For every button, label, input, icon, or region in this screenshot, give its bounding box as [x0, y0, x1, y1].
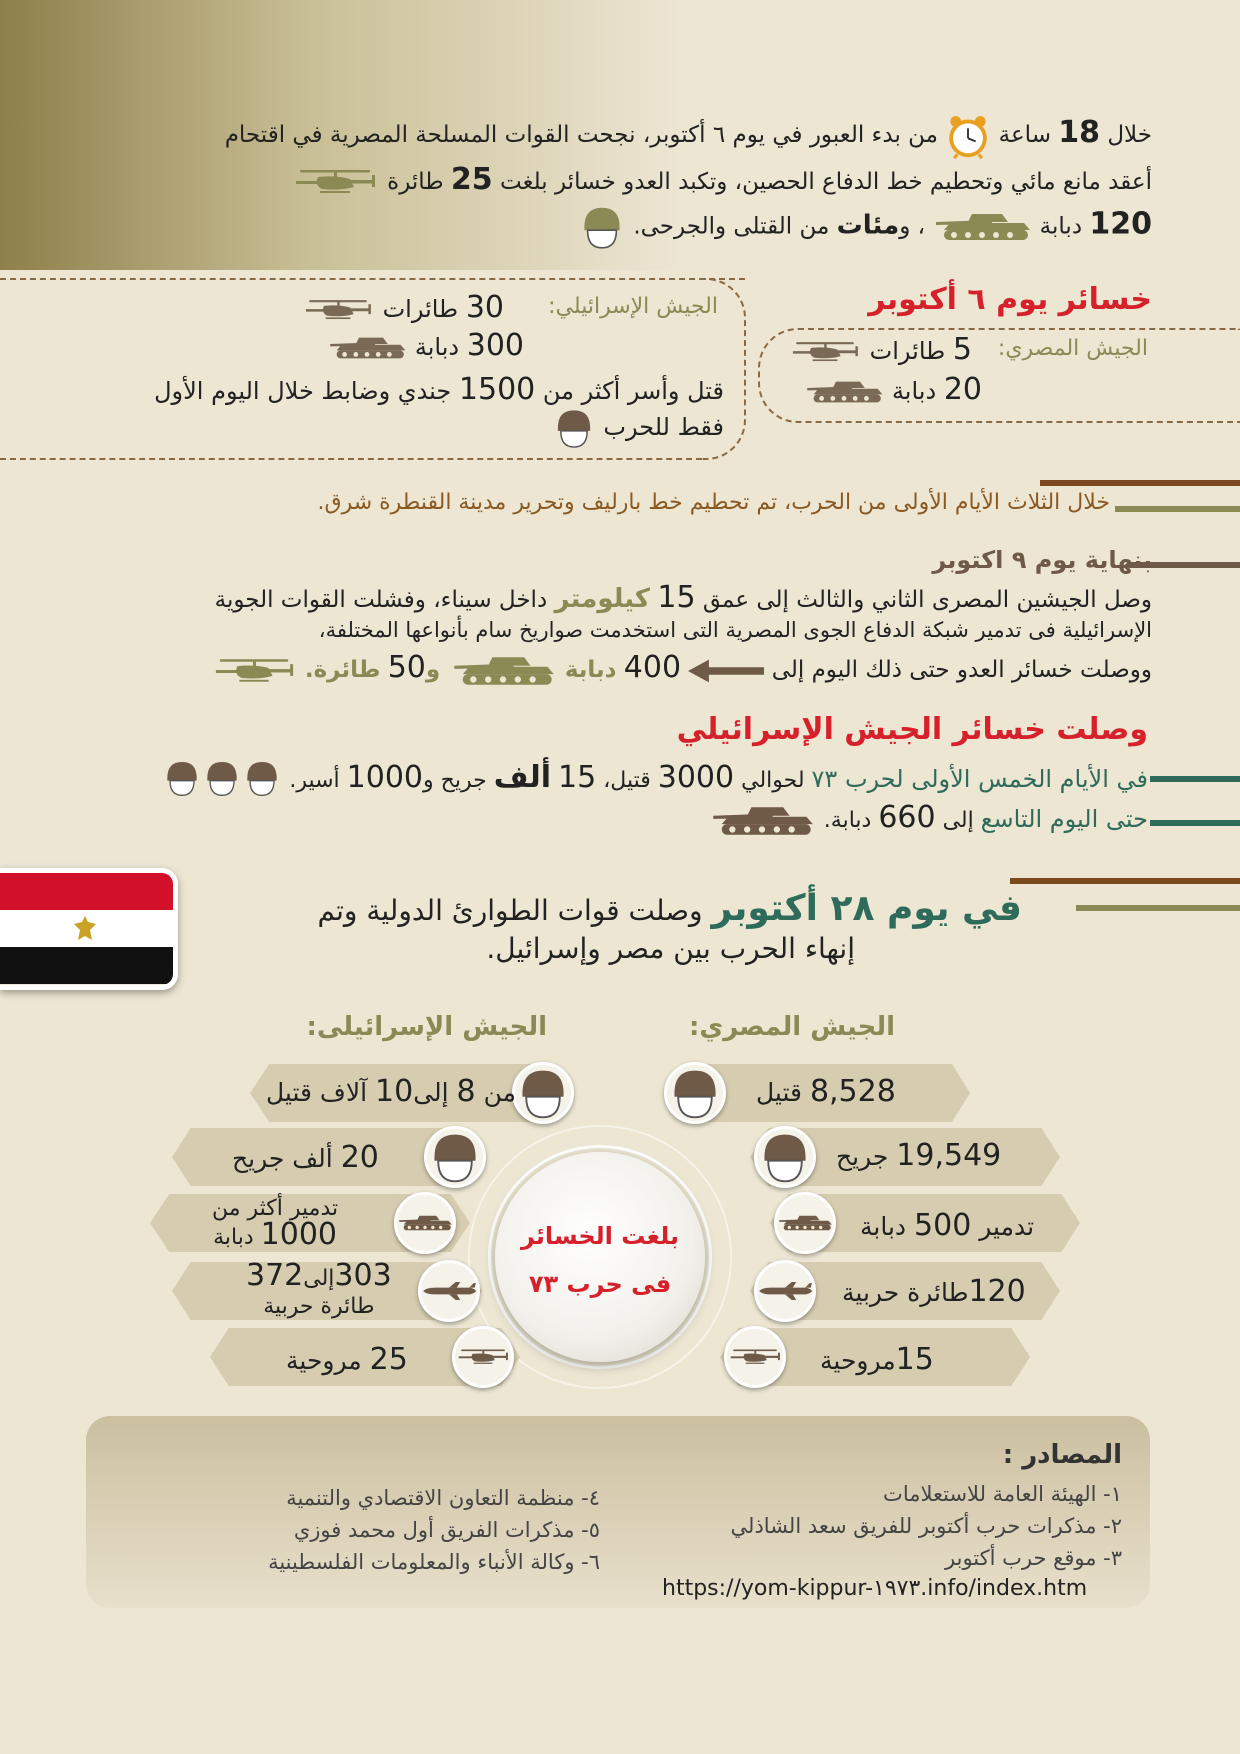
number: 8	[456, 1074, 476, 1109]
label: تدمير أكثر من	[212, 1196, 339, 1221]
soldier-head-icon	[757, 1129, 813, 1185]
number: 500	[914, 1208, 972, 1243]
sources-list-right	[731, 1478, 1122, 1574]
number: 25	[369, 1342, 408, 1377]
intro-paragraph	[102, 112, 1152, 251]
soldier-head-icon	[552, 406, 596, 450]
number: 120	[968, 1274, 1026, 1309]
alarm-clock-icon	[945, 113, 991, 159]
oct28-line-2: إنهاء الحرب بين مصر وإسرائيل.	[486, 932, 855, 965]
plane-icon	[757, 1263, 813, 1319]
israel-tanks-text	[212, 1196, 338, 1251]
oct6-israel-casualties-2	[552, 406, 724, 450]
intro-word: ساعة	[998, 122, 1051, 148]
egypt-heli-icon-wrap	[724, 1326, 786, 1388]
tank-icon	[707, 803, 817, 839]
center-text-2: فى حرب ٧٣	[528, 1270, 672, 1298]
number: 1000	[346, 760, 424, 795]
oct28-date: في يوم ٢٨ أكتوبر	[711, 888, 1022, 929]
oct9-line-2: الإسرائيلية فى تدمير شبكة الدفاع الجوى المصرية التى استخدمت صواريخ سام بأنواعها المختلفة،	[318, 618, 1152, 642]
accent-bar	[1040, 480, 1240, 486]
egypt-flag	[0, 868, 178, 990]
label: تدمير	[979, 1212, 1035, 1241]
label: دبابة	[860, 1212, 907, 1241]
egypt-wounded-text	[836, 1138, 1001, 1173]
arrow-left-icon	[688, 659, 764, 683]
number: 300	[466, 328, 524, 363]
source-item: ١- الهيئة العامة للاستعلامات	[883, 1482, 1122, 1506]
egypt-tanks-icon-wrap	[774, 1192, 836, 1254]
intro-word: دبابة	[1039, 213, 1083, 239]
number: 8,528	[809, 1074, 896, 1109]
soldier-head-icon	[427, 1129, 483, 1185]
helicopter-icon	[455, 1329, 511, 1385]
egypt-planes-icon-wrap	[754, 1260, 816, 1322]
label: مروحية	[820, 1346, 896, 1375]
oct9-line-3	[210, 650, 1152, 689]
intro-line-3	[102, 203, 1152, 251]
number: 303	[334, 1258, 392, 1293]
soldier-heads-group	[162, 758, 282, 804]
label: دبابة	[414, 333, 460, 361]
source-item: ٦- وكالة الأنباء والمعلومات الفلسطينية	[268, 1550, 600, 1574]
oct6-egypt-planes	[788, 332, 972, 367]
soldier-head-icon	[162, 758, 202, 798]
accent-bar	[1150, 820, 1240, 826]
intro-word: طائرة	[387, 168, 444, 195]
number: 400	[623, 650, 682, 685]
label: و	[425, 657, 441, 683]
totals-israel-label: الجيش الإسرائيلى:	[306, 1012, 547, 1042]
text: جريح و	[423, 768, 487, 793]
israel-losses-line-2	[707, 800, 1148, 839]
text: حتى اليوم التاسع	[980, 805, 1148, 833]
israel-killed-icon-wrap	[512, 1062, 574, 1124]
number: 10	[375, 1074, 414, 1109]
oct28-title-line	[318, 888, 1023, 929]
km-highlight: كيلومتر	[554, 584, 651, 614]
intro-tanks-number: 120	[1089, 206, 1152, 241]
oct6-egypt-label: الجيش المصري:	[997, 336, 1148, 361]
tank-icon	[777, 1195, 833, 1251]
number: 50	[387, 650, 426, 685]
intro-line-2	[102, 159, 1152, 203]
dashed-divider	[0, 458, 702, 460]
text: داخل سيناء، وفشلت القوات الجوية	[214, 587, 548, 613]
soldier-head-icon	[202, 758, 242, 798]
helicopter-icon	[727, 1329, 783, 1385]
israel-losses-title: وصلت خسائر الجيش الإسرائيلي	[676, 712, 1148, 747]
totals-egypt-label: الجيش المصري:	[689, 1012, 895, 1042]
soldier-head-icon	[578, 203, 626, 251]
label: إلى	[303, 1266, 335, 1291]
soldier-head-icon	[242, 758, 282, 798]
oct6-israel-label: الجيش الإسرائيلي:	[548, 294, 718, 319]
intro-planes-number: 25	[450, 161, 493, 197]
eagle-icon	[72, 914, 98, 944]
intro-word: خلال	[1107, 122, 1152, 148]
number: 1000	[260, 1217, 338, 1252]
flag-black-stripe	[0, 947, 173, 984]
oct9-line-1	[215, 580, 1152, 615]
oct6-israel-tanks	[327, 328, 524, 363]
label: ألف جريح	[232, 1144, 333, 1173]
intro-text: من بدء العبور في يوم ٦ أكتوبر، نجحت القوات المسلحة المصرية في اقتحام	[224, 122, 938, 148]
text: في الأيام الخمس الأولى لحرب ٧٣	[811, 765, 1148, 793]
helicopter-icon	[301, 297, 375, 323]
label: طائرة.	[304, 657, 381, 683]
israel-planes-text	[246, 1258, 392, 1321]
egypt-killed-text	[756, 1074, 896, 1109]
number: 1500	[458, 372, 536, 407]
dashed-divider	[0, 278, 745, 280]
flag-white-stripe	[0, 910, 173, 947]
israel-heli-text	[286, 1342, 408, 1377]
label: قتيل	[756, 1078, 802, 1107]
text: لحوالي	[741, 768, 805, 793]
accent-bar	[1076, 905, 1240, 911]
source-url-link[interactable]: https://yom-kippur-١٩٧٣.info/index.htm	[662, 1576, 1088, 1601]
helicopter-icon	[290, 167, 380, 197]
label: طائرة حربية	[263, 1294, 375, 1319]
oct9-title: بنهاية يوم ٩ اكتوبر	[932, 546, 1152, 574]
israel-losses-line-1	[162, 758, 1148, 804]
label: دبابة	[891, 377, 937, 405]
egypt-killed-icon-wrap	[664, 1062, 726, 1124]
label: مروحية	[286, 1346, 362, 1375]
label: طائرات	[382, 295, 459, 323]
number: 20	[340, 1140, 379, 1175]
text: دبابة.	[823, 808, 872, 833]
number: 372	[246, 1258, 304, 1293]
egypt-heli-text	[820, 1342, 934, 1377]
intro-text: أعقد مانع مائي وتحطيم خط الدفاع الحصين، وتكبد العدو خسائر بلغت	[499, 168, 1152, 195]
number: 15	[657, 580, 696, 615]
israel-planes-icon-wrap	[418, 1260, 480, 1322]
number: 3000	[657, 760, 735, 795]
helicopter-icon	[788, 339, 862, 365]
sources-title: المصادر :	[1002, 1440, 1122, 1470]
intro-hundreds-bold: مئات	[836, 210, 900, 240]
label: دبابة	[213, 1225, 254, 1250]
israel-killed-text	[266, 1074, 516, 1109]
text: فقط للحرب	[603, 413, 724, 441]
oct6-egypt-tanks	[804, 372, 982, 407]
number: 15	[558, 760, 597, 795]
egypt-wounded-icon-wrap	[754, 1126, 816, 1188]
source-item: ٤- منظمة التعاون الاقتصادي والتنمية	[286, 1486, 600, 1510]
tank-icon	[804, 378, 884, 406]
egypt-planes-text	[842, 1274, 1026, 1309]
number: 5	[952, 332, 972, 367]
text: وصل الجيشين المصرى الثاني والثالث إلى عمق	[702, 587, 1152, 613]
intro-text: من القتلى والجرحى.	[633, 213, 830, 239]
tank-icon	[448, 653, 558, 689]
israel-wounded-icon-wrap	[424, 1126, 486, 1188]
plane-icon	[421, 1263, 477, 1319]
israel-tanks-icon-wrap	[394, 1192, 456, 1254]
intro-hours-number: 18	[1058, 115, 1101, 150]
oct6-title: خسائر يوم ٦ أكتوبر	[868, 282, 1152, 317]
israel-heli-icon-wrap	[452, 1326, 514, 1388]
oct6-israel-planes	[301, 290, 504, 325]
text: قتيل،	[603, 768, 651, 793]
label: آلاف قتيل	[266, 1078, 368, 1107]
helicopter-icon	[210, 656, 298, 686]
number: 30	[465, 290, 504, 325]
label: طائرات	[869, 337, 946, 365]
tank-icon	[932, 210, 1032, 244]
sources-list-left	[268, 1482, 600, 1578]
israel-wounded-text	[232, 1140, 379, 1175]
text: أسير.	[289, 768, 340, 793]
label: جريح	[836, 1142, 889, 1171]
source-item: ٥- مذكرات الفريق أول محمد فوزي	[293, 1518, 600, 1542]
text: جندي وضابط خلال اليوم الأول	[154, 377, 452, 405]
label: إلى	[413, 1078, 449, 1107]
number: 19,549	[896, 1138, 1002, 1173]
flag-red-stripe	[0, 873, 173, 910]
text: ووصلت خسائر العدو حتى ذلك اليوم إلى	[771, 657, 1152, 683]
center-text-1: بلغت الخسائر	[520, 1222, 680, 1250]
accent-bar	[1115, 506, 1240, 512]
intro-word: ، و	[899, 213, 926, 239]
number: 15	[895, 1342, 934, 1377]
number: 660	[878, 800, 936, 835]
intro-line-1	[102, 112, 1152, 159]
text: إلى	[942, 808, 974, 833]
oct6-israel-casualties	[154, 372, 724, 407]
three-days-text: خلال الثلاث الأيام الأولى من الحرب، تم تحطيم خط بارليف وتحرير مدينة القنطرة شرق.	[317, 490, 1110, 515]
text: وصلت قوات الطوارئ الدولية وتم	[317, 894, 703, 927]
center-total-badge	[495, 1152, 705, 1362]
accent-bar	[1150, 776, 1240, 782]
source-item: ٣- موقع حرب أكتوبر	[945, 1546, 1122, 1570]
tank-icon	[397, 1195, 453, 1251]
alf-bold: ألف	[493, 760, 551, 795]
accent-bar	[1010, 878, 1240, 884]
soldier-head-icon	[667, 1065, 723, 1121]
soldier-head-icon	[515, 1065, 571, 1121]
label: طائرة حربية	[842, 1278, 969, 1307]
label: من	[483, 1078, 517, 1107]
number: 20	[943, 372, 982, 407]
text: قتل وأسر أكثر من	[542, 377, 724, 405]
source-item: ٢- مذكرات حرب أكتوبر للفريق سعد الشاذلي	[730, 1514, 1122, 1538]
tank-icon	[327, 334, 407, 362]
egypt-tanks-text	[860, 1208, 1034, 1243]
label: دبابة	[564, 657, 617, 683]
